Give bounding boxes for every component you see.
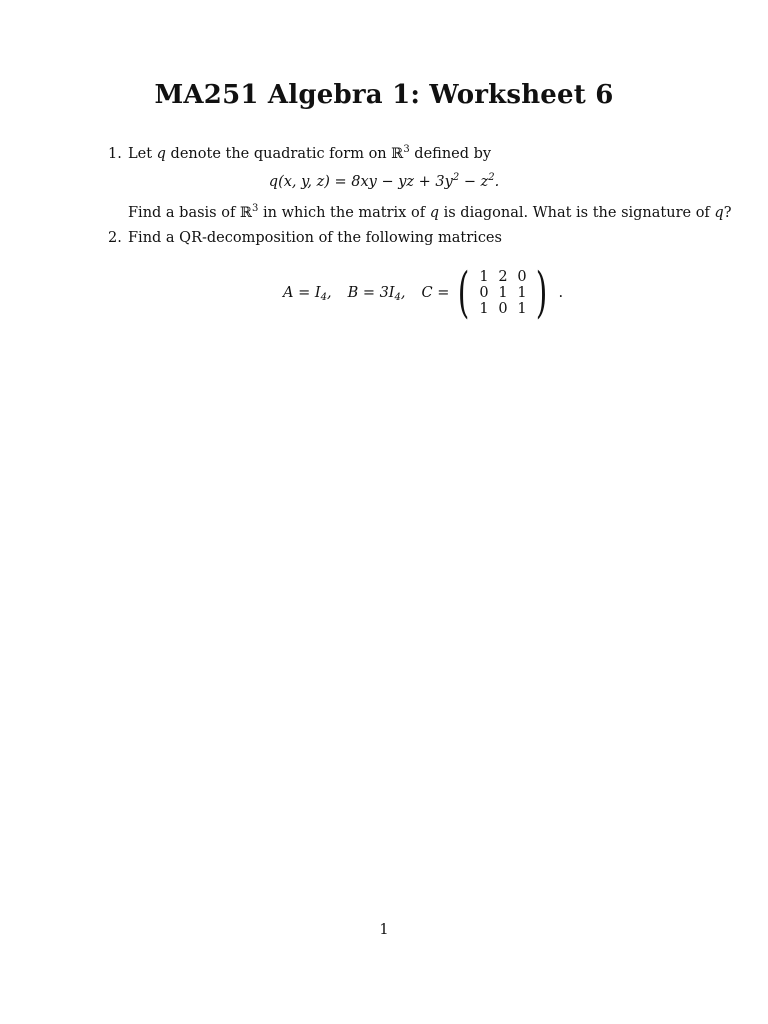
matrix-cell: 0 bbox=[479, 285, 489, 301]
matrix-a-comma: , bbox=[326, 285, 332, 301]
worksheet-title: MA251 Algebra 1: Worksheet 6 bbox=[154, 80, 614, 110]
matrix-cell: 1 bbox=[517, 301, 527, 317]
problem-1-number: 1. bbox=[108, 146, 122, 162]
matrix-end-period: . bbox=[558, 285, 564, 301]
problem-1-field-exponent: 3 bbox=[403, 144, 410, 155]
problem-1-intro-c: defined by bbox=[409, 146, 492, 162]
problem-2-equation bbox=[283, 261, 564, 324]
followup-var-q2: q bbox=[714, 205, 724, 221]
followup-field-exponent: 3 bbox=[252, 203, 259, 214]
problem-1-equation bbox=[0, 174, 768, 190]
page-number: 1 bbox=[379, 922, 389, 938]
equation-main: q(x, y, z) = 8xy − yz + 3y bbox=[268, 174, 453, 190]
followup-d: ? bbox=[723, 205, 732, 221]
equation-exponent-2: 2 bbox=[488, 172, 495, 183]
followup-field: ℝ bbox=[239, 205, 253, 221]
problem-1-intro-b: denote the quadratic form on bbox=[165, 146, 392, 162]
equation-exponent-1: 2 bbox=[452, 172, 460, 183]
matrix-c bbox=[474, 269, 531, 317]
matrix-cell: 0 bbox=[517, 269, 527, 285]
problem-2-statement bbox=[108, 230, 502, 246]
matrix-cell: 1 bbox=[498, 285, 508, 301]
matrix-cell: 0 bbox=[498, 301, 508, 317]
matrix-cell: 1 bbox=[479, 301, 489, 317]
problem-1-intro-a: Let bbox=[128, 146, 157, 162]
problem-1-var-q: q bbox=[156, 146, 166, 162]
matrix-a-definition bbox=[283, 285, 332, 301]
problem-1-followup bbox=[128, 205, 731, 221]
matrix-a-lhs: A = I bbox=[283, 285, 321, 301]
followup-b: in which the matrix of bbox=[258, 205, 430, 221]
matrix-c-lhs: C = bbox=[421, 285, 450, 301]
matrix-b-comma: , bbox=[400, 285, 406, 301]
matrix-a-subscript: 4 bbox=[320, 292, 327, 303]
followup-var-q: q bbox=[429, 205, 439, 221]
matrix-cell: 1 bbox=[517, 285, 527, 301]
problem-1-statement bbox=[108, 146, 491, 162]
matrix-left-paren: ( bbox=[458, 261, 470, 324]
matrix-b-lhs: B = 3I bbox=[347, 285, 395, 301]
matrix-cell: 2 bbox=[498, 269, 508, 285]
matrix-right-paren: ) bbox=[536, 261, 548, 324]
problem-2-text: Find a QR-decomposition of the following matrices bbox=[128, 230, 502, 246]
matrix-b-definition bbox=[348, 285, 406, 301]
followup-a: Find a basis of bbox=[128, 205, 240, 221]
followup-c: is diagonal. What is the signature of bbox=[438, 205, 715, 221]
problem-1-field: ℝ bbox=[391, 146, 404, 162]
matrix-b-subscript: 4 bbox=[394, 292, 401, 303]
problem-2-number: 2. bbox=[108, 230, 122, 246]
equation-end: . bbox=[494, 174, 500, 190]
matrix-cell: 1 bbox=[479, 269, 489, 285]
equation-mid: − z bbox=[459, 174, 489, 190]
